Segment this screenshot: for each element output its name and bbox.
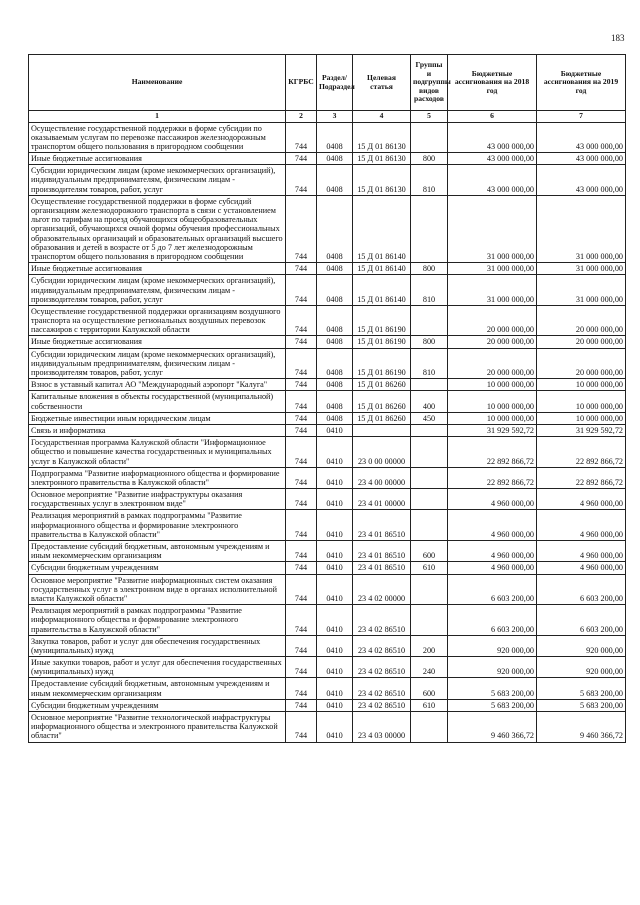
cell-name: Основное мероприятие "Развитие технологической инфраструктуры информационного общества и электронного правительства Калужской области" bbox=[29, 712, 286, 743]
cell-statya: 15 Д 01 86260 bbox=[353, 412, 411, 424]
cell-group: 600 bbox=[411, 678, 448, 699]
cell-budget-2019: 43 000 000,00 bbox=[537, 153, 626, 165]
cell-budget-2019: 4 960 000,00 bbox=[537, 562, 626, 574]
cell-group bbox=[411, 379, 448, 391]
cell-budget-2019: 31 929 592,72 bbox=[537, 424, 626, 436]
cell-budget-2018: 10 000 000,00 bbox=[448, 379, 537, 391]
cell-statya: 15 Д 01 86140 bbox=[353, 195, 411, 262]
cell-group: 810 bbox=[411, 275, 448, 306]
column-header-group: Группы и подгруппы видов расходов bbox=[411, 55, 448, 111]
cell-group: 800 bbox=[411, 263, 448, 275]
column-header-kgrbs: КГРБС bbox=[286, 55, 317, 111]
cell-group: 610 bbox=[411, 699, 448, 711]
cell-budget-2019: 10 000 000,00 bbox=[537, 412, 626, 424]
table-row bbox=[29, 348, 626, 379]
table-row bbox=[29, 165, 626, 196]
cell-statya: 15 Д 01 86130 bbox=[353, 153, 411, 165]
cell-kgrbs: 744 bbox=[286, 699, 317, 711]
cell-name: Субсидии бюджетным учреждениям bbox=[29, 562, 286, 574]
cell-budget-2018: 5 683 200,00 bbox=[448, 678, 537, 699]
column-header-budget-2019: Бюджетные ассигнования на 2019 год bbox=[537, 55, 626, 111]
cell-group: 200 bbox=[411, 635, 448, 656]
cell-razdel: 0410 bbox=[317, 605, 353, 636]
column-number: 5 bbox=[411, 111, 448, 123]
cell-kgrbs: 744 bbox=[286, 574, 317, 605]
cell-budget-2019: 10 000 000,00 bbox=[537, 391, 626, 412]
table-row bbox=[29, 379, 626, 391]
cell-razdel: 0410 bbox=[317, 712, 353, 743]
cell-budget-2019: 31 000 000,00 bbox=[537, 195, 626, 262]
cell-statya: 23 4 01 00000 bbox=[353, 489, 411, 510]
column-number-row bbox=[29, 111, 626, 123]
cell-razdel: 0410 bbox=[317, 699, 353, 711]
table-row bbox=[29, 275, 626, 306]
cell-statya: 23 4 02 86510 bbox=[353, 699, 411, 711]
cell-kgrbs: 744 bbox=[286, 305, 317, 336]
cell-budget-2018: 6 603 200,00 bbox=[448, 574, 537, 605]
table-row bbox=[29, 605, 626, 636]
cell-razdel: 0408 bbox=[317, 391, 353, 412]
cell-statya: 23 4 02 00000 bbox=[353, 574, 411, 605]
cell-statya: 15 Д 01 86190 bbox=[353, 348, 411, 379]
cell-budget-2018: 10 000 000,00 bbox=[448, 391, 537, 412]
cell-kgrbs: 744 bbox=[286, 153, 317, 165]
cell-razdel: 0408 bbox=[317, 348, 353, 379]
cell-name: Осуществление государственной поддержки организациям воздушного транспорта на осуществление региональных воздушных перевозок пассажиров с территории Калужской области bbox=[29, 305, 286, 336]
table-row bbox=[29, 424, 626, 436]
cell-budget-2019: 31 000 000,00 bbox=[537, 275, 626, 306]
cell-budget-2019: 6 603 200,00 bbox=[537, 605, 626, 636]
cell-budget-2018: 43 000 000,00 bbox=[448, 122, 537, 153]
cell-statya: 15 Д 01 86260 bbox=[353, 391, 411, 412]
cell-statya: 23 4 03 00000 bbox=[353, 712, 411, 743]
cell-razdel: 0408 bbox=[317, 275, 353, 306]
cell-budget-2018: 4 960 000,00 bbox=[448, 510, 537, 541]
cell-kgrbs: 744 bbox=[286, 275, 317, 306]
cell-budget-2018: 31 929 592,72 bbox=[448, 424, 537, 436]
cell-name: Иные бюджетные ассигнования bbox=[29, 263, 286, 275]
cell-budget-2018: 4 960 000,00 bbox=[448, 489, 537, 510]
cell-name: Субсидии юридическим лицам (кроме некоммерческих организаций), индивидуальным предпринимателям, физическим лицам - производителям товаров, работ, услуг bbox=[29, 165, 286, 196]
table-row bbox=[29, 541, 626, 562]
cell-group: 810 bbox=[411, 348, 448, 379]
cell-budget-2019: 20 000 000,00 bbox=[537, 348, 626, 379]
cell-statya: 23 4 02 86510 bbox=[353, 605, 411, 636]
cell-budget-2018: 20 000 000,00 bbox=[448, 305, 537, 336]
column-number: 1 bbox=[29, 111, 286, 123]
cell-group bbox=[411, 195, 448, 262]
cell-name: Иные закупки товаров, работ и услуг для обеспечения государственных (муниципальных) нужд bbox=[29, 657, 286, 678]
cell-name: Бюджетные инвестиции иным юридическим лицам bbox=[29, 412, 286, 424]
cell-name: Закупка товаров, работ и услуг для обеспечения государственных (муниципальных) нужд bbox=[29, 635, 286, 656]
cell-statya: 23 4 00 00000 bbox=[353, 467, 411, 488]
cell-budget-2018: 22 892 866,72 bbox=[448, 467, 537, 488]
cell-budget-2018: 31 000 000,00 bbox=[448, 195, 537, 262]
cell-razdel: 0408 bbox=[317, 153, 353, 165]
cell-name: Осуществление государственной поддержки в форме субсидий организациям железнодорожного транспорта в связи с установлением льгот по тарифам на проезд обучающихся общеобразовательных организаций, обучающихся очной формы обучения профессиональных образовательных организаций и образовательных организаций высшего образования и детей в возрасте от 5 до 7 лет железнодорожным транспортом общего пользования в пригородном сообщении bbox=[29, 195, 286, 262]
cell-name: Реализация мероприятий в рамках подпрограммы "Развитие информационного общества и формирование электронного правительства в Калужской области" bbox=[29, 510, 286, 541]
cell-group bbox=[411, 489, 448, 510]
table-row bbox=[29, 153, 626, 165]
table-row bbox=[29, 635, 626, 656]
cell-razdel: 0410 bbox=[317, 562, 353, 574]
cell-razdel: 0408 bbox=[317, 379, 353, 391]
cell-group: 450 bbox=[411, 412, 448, 424]
table-row bbox=[29, 489, 626, 510]
column-number: 7 bbox=[537, 111, 626, 123]
cell-budget-2018: 4 960 000,00 bbox=[448, 562, 537, 574]
table-row bbox=[29, 699, 626, 711]
cell-name: Субсидии бюджетным учреждениям bbox=[29, 699, 286, 711]
cell-kgrbs: 744 bbox=[286, 424, 317, 436]
cell-kgrbs: 744 bbox=[286, 635, 317, 656]
cell-razdel: 0408 bbox=[317, 263, 353, 275]
cell-group: 800 bbox=[411, 153, 448, 165]
cell-kgrbs: 744 bbox=[286, 437, 317, 468]
cell-statya: 23 4 02 86510 bbox=[353, 657, 411, 678]
cell-budget-2019: 4 960 000,00 bbox=[537, 510, 626, 541]
table-row bbox=[29, 122, 626, 153]
cell-kgrbs: 744 bbox=[286, 562, 317, 574]
cell-razdel: 0410 bbox=[317, 510, 353, 541]
cell-razdel: 0408 bbox=[317, 412, 353, 424]
cell-razdel: 0408 bbox=[317, 195, 353, 262]
cell-kgrbs: 744 bbox=[286, 165, 317, 196]
table-row bbox=[29, 305, 626, 336]
page-number: 183 bbox=[611, 33, 625, 43]
cell-razdel: 0408 bbox=[317, 122, 353, 153]
cell-group bbox=[411, 305, 448, 336]
cell-budget-2019: 5 683 200,00 bbox=[537, 678, 626, 699]
cell-budget-2018: 6 603 200,00 bbox=[448, 605, 537, 636]
table-row bbox=[29, 195, 626, 262]
cell-razdel: 0410 bbox=[317, 489, 353, 510]
cell-budget-2018: 31 000 000,00 bbox=[448, 263, 537, 275]
cell-name: Основное мероприятие "Развитие инфраструктуры оказания государственных услуг в электронном виде" bbox=[29, 489, 286, 510]
cell-name: Осуществление государственной поддержки в форме субсидии по оказываемым услугам по перевозке пассажиров железнодорожным транспортом общего пользования в пригородном сообщении bbox=[29, 122, 286, 153]
table-row bbox=[29, 712, 626, 743]
cell-kgrbs: 744 bbox=[286, 605, 317, 636]
cell-kgrbs: 744 bbox=[286, 379, 317, 391]
cell-kgrbs: 744 bbox=[286, 489, 317, 510]
cell-razdel: 0410 bbox=[317, 635, 353, 656]
cell-name: Взнос в уставный капитал АО "Международный аэропорт "Калуга" bbox=[29, 379, 286, 391]
cell-razdel: 0410 bbox=[317, 657, 353, 678]
cell-razdel: 0408 bbox=[317, 305, 353, 336]
cell-budget-2018: 10 000 000,00 bbox=[448, 412, 537, 424]
cell-razdel: 0410 bbox=[317, 437, 353, 468]
cell-kgrbs: 744 bbox=[286, 412, 317, 424]
cell-name: Связь и информатика bbox=[29, 424, 286, 436]
cell-budget-2018: 9 460 366,72 bbox=[448, 712, 537, 743]
table-header-row bbox=[29, 55, 626, 111]
cell-kgrbs: 744 bbox=[286, 510, 317, 541]
table-row bbox=[29, 678, 626, 699]
cell-statya: 23 4 01 86510 bbox=[353, 510, 411, 541]
budget-allocation-table bbox=[28, 54, 626, 743]
table-row bbox=[29, 391, 626, 412]
cell-group bbox=[411, 605, 448, 636]
cell-name: Предоставление субсидий бюджетным, автономным учреждениям и иным некоммерческим организациям bbox=[29, 678, 286, 699]
cell-name: Субсидии юридическим лицам (кроме некоммерческих организаций), индивидуальным предпринимателям, физическим лицам - производителям товаров, работ, услуг bbox=[29, 348, 286, 379]
cell-group bbox=[411, 437, 448, 468]
cell-budget-2019: 4 960 000,00 bbox=[537, 489, 626, 510]
cell-razdel: 0410 bbox=[317, 467, 353, 488]
cell-statya: 23 4 02 86510 bbox=[353, 678, 411, 699]
cell-budget-2019: 43 000 000,00 bbox=[537, 165, 626, 196]
cell-kgrbs: 744 bbox=[286, 541, 317, 562]
cell-name: Предоставление субсидий бюджетным, автономным учреждениям и иным некоммерческим организациям bbox=[29, 541, 286, 562]
table-row bbox=[29, 562, 626, 574]
cell-kgrbs: 744 bbox=[286, 657, 317, 678]
column-header-budget-2018: Бюджетные ассигнования на 2018 год bbox=[448, 55, 537, 111]
cell-name: Основное мероприятие "Развитие информационных систем оказания государственных услуг в электронном виде в органах исполнительной власти Калужской области" bbox=[29, 574, 286, 605]
cell-budget-2019: 9 460 366,72 bbox=[537, 712, 626, 743]
cell-razdel: 0410 bbox=[317, 678, 353, 699]
column-number: 6 bbox=[448, 111, 537, 123]
column-number: 4 bbox=[353, 111, 411, 123]
cell-statya: 15 Д 01 86140 bbox=[353, 275, 411, 306]
column-number: 2 bbox=[286, 111, 317, 123]
cell-kgrbs: 744 bbox=[286, 712, 317, 743]
cell-statya: 23 4 01 86510 bbox=[353, 562, 411, 574]
cell-statya: 15 Д 01 86130 bbox=[353, 165, 411, 196]
cell-group: 610 bbox=[411, 562, 448, 574]
table-row bbox=[29, 437, 626, 468]
cell-budget-2019: 4 960 000,00 bbox=[537, 541, 626, 562]
cell-statya: 23 4 02 86510 bbox=[353, 635, 411, 656]
cell-razdel: 0410 bbox=[317, 424, 353, 436]
cell-kgrbs: 744 bbox=[286, 391, 317, 412]
cell-kgrbs: 744 bbox=[286, 348, 317, 379]
cell-budget-2019: 22 892 866,72 bbox=[537, 467, 626, 488]
cell-statya: 23 4 01 86510 bbox=[353, 541, 411, 562]
cell-statya: 15 Д 01 86260 bbox=[353, 379, 411, 391]
cell-razdel: 0410 bbox=[317, 574, 353, 605]
cell-group bbox=[411, 574, 448, 605]
cell-budget-2019: 20 000 000,00 bbox=[537, 336, 626, 348]
cell-budget-2018: 5 683 200,00 bbox=[448, 699, 537, 711]
cell-statya: 23 0 00 00000 bbox=[353, 437, 411, 468]
cell-budget-2018: 43 000 000,00 bbox=[448, 165, 537, 196]
column-header-name: Наименование bbox=[29, 55, 286, 111]
column-header-razdel: Раздел/ Подраздел bbox=[317, 55, 353, 111]
table-row bbox=[29, 657, 626, 678]
cell-budget-2018: 20 000 000,00 bbox=[448, 336, 537, 348]
cell-budget-2018: 20 000 000,00 bbox=[448, 348, 537, 379]
cell-name: Реализация мероприятий в рамках подпрограммы "Развитие информационного общества и формирование электронного правительства в Калужской области" bbox=[29, 605, 286, 636]
cell-budget-2018: 920 000,00 bbox=[448, 635, 537, 656]
column-header-statya: Целевая статья bbox=[353, 55, 411, 111]
cell-group bbox=[411, 712, 448, 743]
cell-group bbox=[411, 424, 448, 436]
cell-budget-2018: 31 000 000,00 bbox=[448, 275, 537, 306]
cell-kgrbs: 744 bbox=[286, 467, 317, 488]
cell-budget-2019: 43 000 000,00 bbox=[537, 122, 626, 153]
cell-group bbox=[411, 467, 448, 488]
cell-budget-2019: 31 000 000,00 bbox=[537, 263, 626, 275]
cell-budget-2019: 22 892 866,72 bbox=[537, 437, 626, 468]
cell-name: Государственная программа Калужской области "Информационное общество и повышение качества государственных и муниципальных услуг в Калужской области" bbox=[29, 437, 286, 468]
cell-name: Подпрограмма "Развитие информационного общества и формирование электронного правительства в Калужской области" bbox=[29, 467, 286, 488]
cell-name: Иные бюджетные ассигнования bbox=[29, 336, 286, 348]
cell-razdel: 0410 bbox=[317, 541, 353, 562]
cell-group: 810 bbox=[411, 165, 448, 196]
cell-kgrbs: 744 bbox=[286, 195, 317, 262]
cell-statya bbox=[353, 424, 411, 436]
table-row bbox=[29, 336, 626, 348]
cell-budget-2018: 43 000 000,00 bbox=[448, 153, 537, 165]
table-row bbox=[29, 510, 626, 541]
cell-kgrbs: 744 bbox=[286, 678, 317, 699]
cell-budget-2018: 920 000,00 bbox=[448, 657, 537, 678]
column-number: 3 bbox=[317, 111, 353, 123]
cell-group: 240 bbox=[411, 657, 448, 678]
cell-group: 400 bbox=[411, 391, 448, 412]
cell-group: 800 bbox=[411, 336, 448, 348]
cell-kgrbs: 744 bbox=[286, 263, 317, 275]
cell-group: 600 bbox=[411, 541, 448, 562]
table-row bbox=[29, 467, 626, 488]
table-row bbox=[29, 412, 626, 424]
cell-budget-2019: 10 000 000,00 bbox=[537, 379, 626, 391]
cell-statya: 15 Д 01 86140 bbox=[353, 263, 411, 275]
cell-statya: 15 Д 01 86190 bbox=[353, 336, 411, 348]
table-row bbox=[29, 574, 626, 605]
cell-budget-2018: 22 892 866,72 bbox=[448, 437, 537, 468]
cell-name: Иные бюджетные ассигнования bbox=[29, 153, 286, 165]
cell-kgrbs: 744 bbox=[286, 122, 317, 153]
cell-budget-2019: 920 000,00 bbox=[537, 635, 626, 656]
cell-name: Субсидии юридическим лицам (кроме некоммерческих организаций), индивидуальным предпринимателям, физическим лицам - производителям товаров, работ, услуг bbox=[29, 275, 286, 306]
cell-budget-2018: 4 960 000,00 bbox=[448, 541, 537, 562]
cell-name: Капитальные вложения в объекты государственной (муниципальной) собственности bbox=[29, 391, 286, 412]
cell-statya: 15 Д 01 86130 bbox=[353, 122, 411, 153]
cell-statya: 15 Д 01 86190 bbox=[353, 305, 411, 336]
cell-group bbox=[411, 510, 448, 541]
table-row bbox=[29, 263, 626, 275]
cell-budget-2019: 5 683 200,00 bbox=[537, 699, 626, 711]
cell-budget-2019: 920 000,00 bbox=[537, 657, 626, 678]
cell-budget-2019: 6 603 200,00 bbox=[537, 574, 626, 605]
cell-kgrbs: 744 bbox=[286, 336, 317, 348]
cell-budget-2019: 20 000 000,00 bbox=[537, 305, 626, 336]
cell-group bbox=[411, 122, 448, 153]
cell-razdel: 0408 bbox=[317, 336, 353, 348]
cell-razdel: 0408 bbox=[317, 165, 353, 196]
